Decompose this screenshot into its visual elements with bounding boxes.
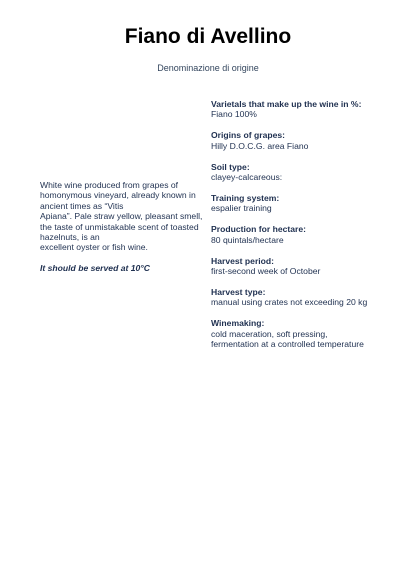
description-line: excellent oyster or fish wine. [40, 242, 148, 253]
field-value-line: 80 quintals/hectare [211, 234, 284, 245]
field-label: Origins of grapes: [211, 130, 286, 141]
field-varietals [211, 99, 401, 120]
page-subtitle: Denominazione di origine [157, 63, 259, 73]
description-text [40, 180, 205, 253]
field-value [211, 329, 401, 350]
description-line: the taste of unmistakable scent of toasted [40, 221, 199, 232]
field-harvest-period [211, 256, 401, 277]
field-value-line: first-second week of October [211, 265, 321, 276]
field-label: Varietals that make up the wine in %: [211, 99, 362, 109]
field-label: Production for hectare: [211, 224, 307, 235]
field-value-line: manual using crates not exceeding 20 kg [211, 297, 368, 308]
field-value [211, 109, 401, 119]
description-line: ancient times as “Vitis [40, 200, 124, 211]
field-soil-type [211, 162, 401, 183]
serving-temperature-note: It should be served at 10°C [40, 262, 150, 273]
field-harvest-type [211, 287, 401, 308]
field-value [211, 141, 401, 151]
field-value-line: espalier training [211, 203, 272, 214]
field-value [211, 297, 401, 307]
field-label: Winemaking: [211, 318, 265, 329]
field-label: Harvest period: [211, 255, 275, 266]
field-grape-origins [211, 130, 401, 151]
page-title: Fiano di Avellino [124, 25, 292, 48]
field-label: Soil type: [211, 161, 250, 172]
field-value-line: clayey-calcareous: [211, 172, 283, 183]
field-value-line: Fiano 100% [211, 109, 257, 120]
field-label: Harvest type: [211, 286, 266, 297]
wine-description [40, 180, 205, 273]
description-line: Apiana”. Pale straw yellow, pleasant smell, [40, 211, 203, 222]
description-line: hazelnuts, is an [40, 232, 100, 243]
field-value [211, 203, 401, 213]
field-winemaking [211, 318, 401, 349]
description-line: homonymous vineyard, already known in [40, 190, 196, 201]
field-value-line: Hilly D.O.C.G. area Fiano [211, 140, 309, 151]
field-value [211, 235, 401, 245]
field-value-line: cold maceration, soft pressing, [211, 328, 328, 339]
field-production-per-hectare [211, 224, 401, 245]
description-line: White wine produced from grapes of [40, 180, 179, 190]
field-value [211, 266, 401, 276]
wine-details [211, 99, 401, 360]
field-label: Training system: [211, 192, 280, 203]
field-value-line: fermentation at a controlled temperature [211, 339, 364, 349]
field-value [211, 172, 401, 182]
field-training-system [211, 193, 401, 214]
